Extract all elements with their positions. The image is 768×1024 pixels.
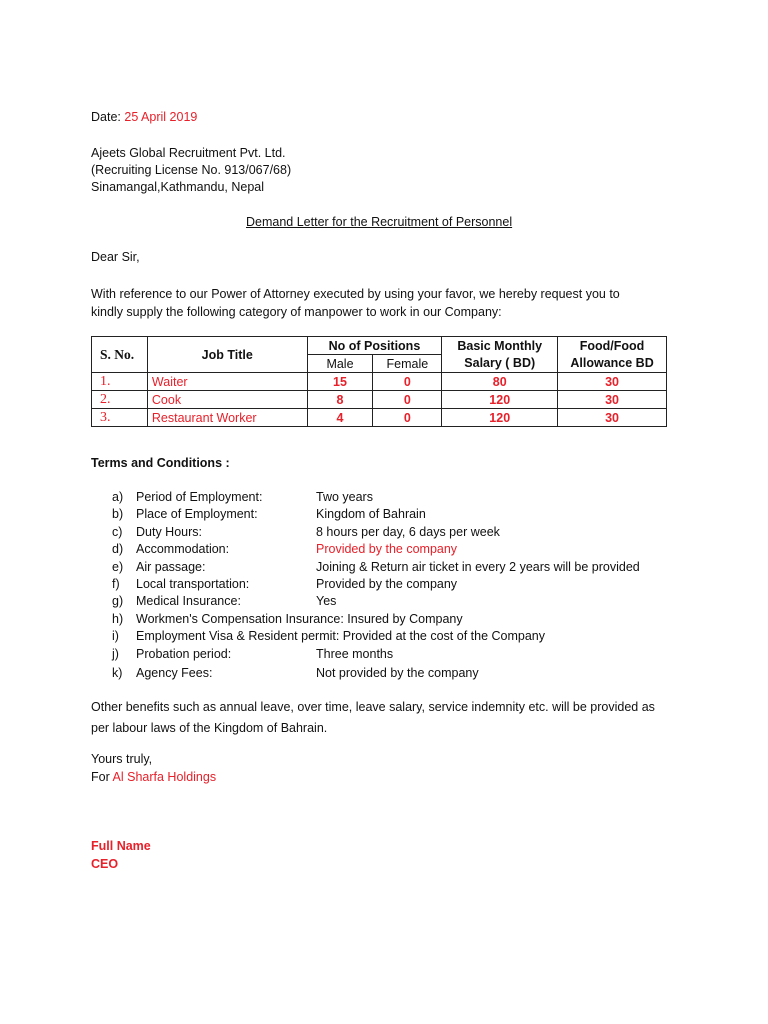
table-row xyxy=(92,409,667,427)
term-letter: h) xyxy=(112,611,124,626)
term-value: 8 hours per day, 6 days per week xyxy=(316,524,500,539)
term-value: Not provided by the company xyxy=(316,665,479,680)
term-letter: d) xyxy=(112,542,124,557)
term-value: Three months xyxy=(316,646,394,661)
term-label: Medical Insurance: xyxy=(136,594,241,609)
header-salary-line-1: Basic Monthly xyxy=(457,339,543,353)
intro-paragraph xyxy=(91,284,620,322)
term-label: Probation period: xyxy=(136,646,232,661)
row-sno: 1. xyxy=(92,373,148,391)
benefits-line-1: Other benefits such as annual leave, over time, leave salary, service indemnity etc. will be provided as xyxy=(91,700,655,714)
row-sno: 2. xyxy=(92,391,148,409)
term-label: Accommodation: xyxy=(136,542,230,557)
benefits-line-2: per labour laws of the Kingdom of Bahrain. xyxy=(91,721,328,735)
term-label: Workmen's Compensation Insurance: Insured by Company xyxy=(136,611,463,626)
header-food-line-2: Allowance BD xyxy=(570,356,654,370)
header-positions: No of Positions xyxy=(307,337,442,355)
term-label: Place of Employment: xyxy=(136,507,258,522)
closing-for-line xyxy=(91,770,216,784)
row-salary: 80 xyxy=(442,373,558,391)
row-female: 0 xyxy=(373,409,442,427)
row-male: 15 xyxy=(307,373,373,391)
table-row xyxy=(92,391,667,409)
row-job: Waiter xyxy=(147,373,307,391)
row-sno: 3. xyxy=(92,409,148,427)
term-value: Kingdom of Bahrain xyxy=(316,507,426,522)
header-food xyxy=(558,337,667,373)
intro-line-2: kindly supply the following category of manpower to work in our Company: xyxy=(91,305,502,319)
header-sno: S. No. xyxy=(92,337,148,373)
term-label: Agency Fees: xyxy=(136,665,213,680)
row-salary: 120 xyxy=(442,409,558,427)
row-food: 30 xyxy=(558,391,667,409)
date-line xyxy=(91,110,197,124)
term-value: Provided by the company xyxy=(316,542,458,557)
table-row xyxy=(92,373,667,391)
intro-line-1: With reference to our Power of Attorney executed by using your favor, we hereby request you to xyxy=(91,287,620,301)
header-job-title: Job Title xyxy=(147,337,307,373)
term-value: Two years xyxy=(316,490,373,504)
row-male: 4 xyxy=(307,409,373,427)
term-letter: e) xyxy=(112,559,124,574)
term-label: Duty Hours: xyxy=(136,524,202,539)
row-female: 0 xyxy=(373,373,442,391)
term-letter: b) xyxy=(112,507,124,522)
row-food: 30 xyxy=(558,373,667,391)
row-male: 8 xyxy=(307,391,373,409)
recipient-license: (Recruiting License No. 913/067/68) xyxy=(91,163,292,177)
term-letter: f) xyxy=(112,576,120,591)
term-letter: c) xyxy=(112,524,123,539)
header-salary-line-2: Salary ( BD) xyxy=(464,356,536,370)
table-header-row xyxy=(92,337,667,355)
recipient-name: Ajeets Global Recruitment Pvt. Ltd. xyxy=(91,146,286,160)
row-female: 0 xyxy=(373,391,442,409)
row-job: Restaurant Worker xyxy=(147,409,307,427)
closing-for-label: For xyxy=(91,770,110,784)
term-value: Joining & Return air ticket in every 2 years will be provided xyxy=(316,559,640,574)
date-value: 25 April 2019 xyxy=(124,110,198,124)
signatory-name: Full Name xyxy=(91,839,151,853)
terms-heading: Terms and Conditions : xyxy=(91,456,230,470)
signatory-title: CEO xyxy=(91,857,119,871)
term-label: Air passage: xyxy=(136,559,206,574)
term-label: Employment Visa & Resident permit: Provided at the cost of the Company xyxy=(136,629,545,644)
term-letter: j) xyxy=(112,646,119,661)
term-label: Local transportation: xyxy=(136,576,250,591)
term-letter: i) xyxy=(112,629,119,644)
term-letter: a) xyxy=(112,490,124,504)
header-male: Male xyxy=(307,355,373,373)
row-salary: 120 xyxy=(442,391,558,409)
term-value: Provided by the company xyxy=(316,576,458,591)
term-value: Yes xyxy=(316,594,337,609)
letter-title: Demand Letter for the Recruitment of Personnel xyxy=(246,215,513,229)
term-label: Period of Employment: xyxy=(136,490,263,504)
company-name: Al Sharfa Holdings xyxy=(112,770,217,784)
header-food-line-1: Food/Food xyxy=(579,339,645,353)
row-food: 30 xyxy=(558,409,667,427)
demand-table xyxy=(91,336,667,427)
closing-yours: Yours truly, xyxy=(91,752,153,766)
row-job: Cook xyxy=(147,391,307,409)
term-letter: g) xyxy=(112,594,124,609)
term-letter: k) xyxy=(112,665,123,680)
salutation: Dear Sir, xyxy=(91,250,140,264)
benefits-paragraph xyxy=(91,697,655,739)
header-salary xyxy=(442,337,558,373)
header-female: Female xyxy=(373,355,442,373)
recipient-address: Sinamangal,Kathmandu, Nepal xyxy=(91,180,265,194)
date-label: Date: xyxy=(91,110,121,124)
